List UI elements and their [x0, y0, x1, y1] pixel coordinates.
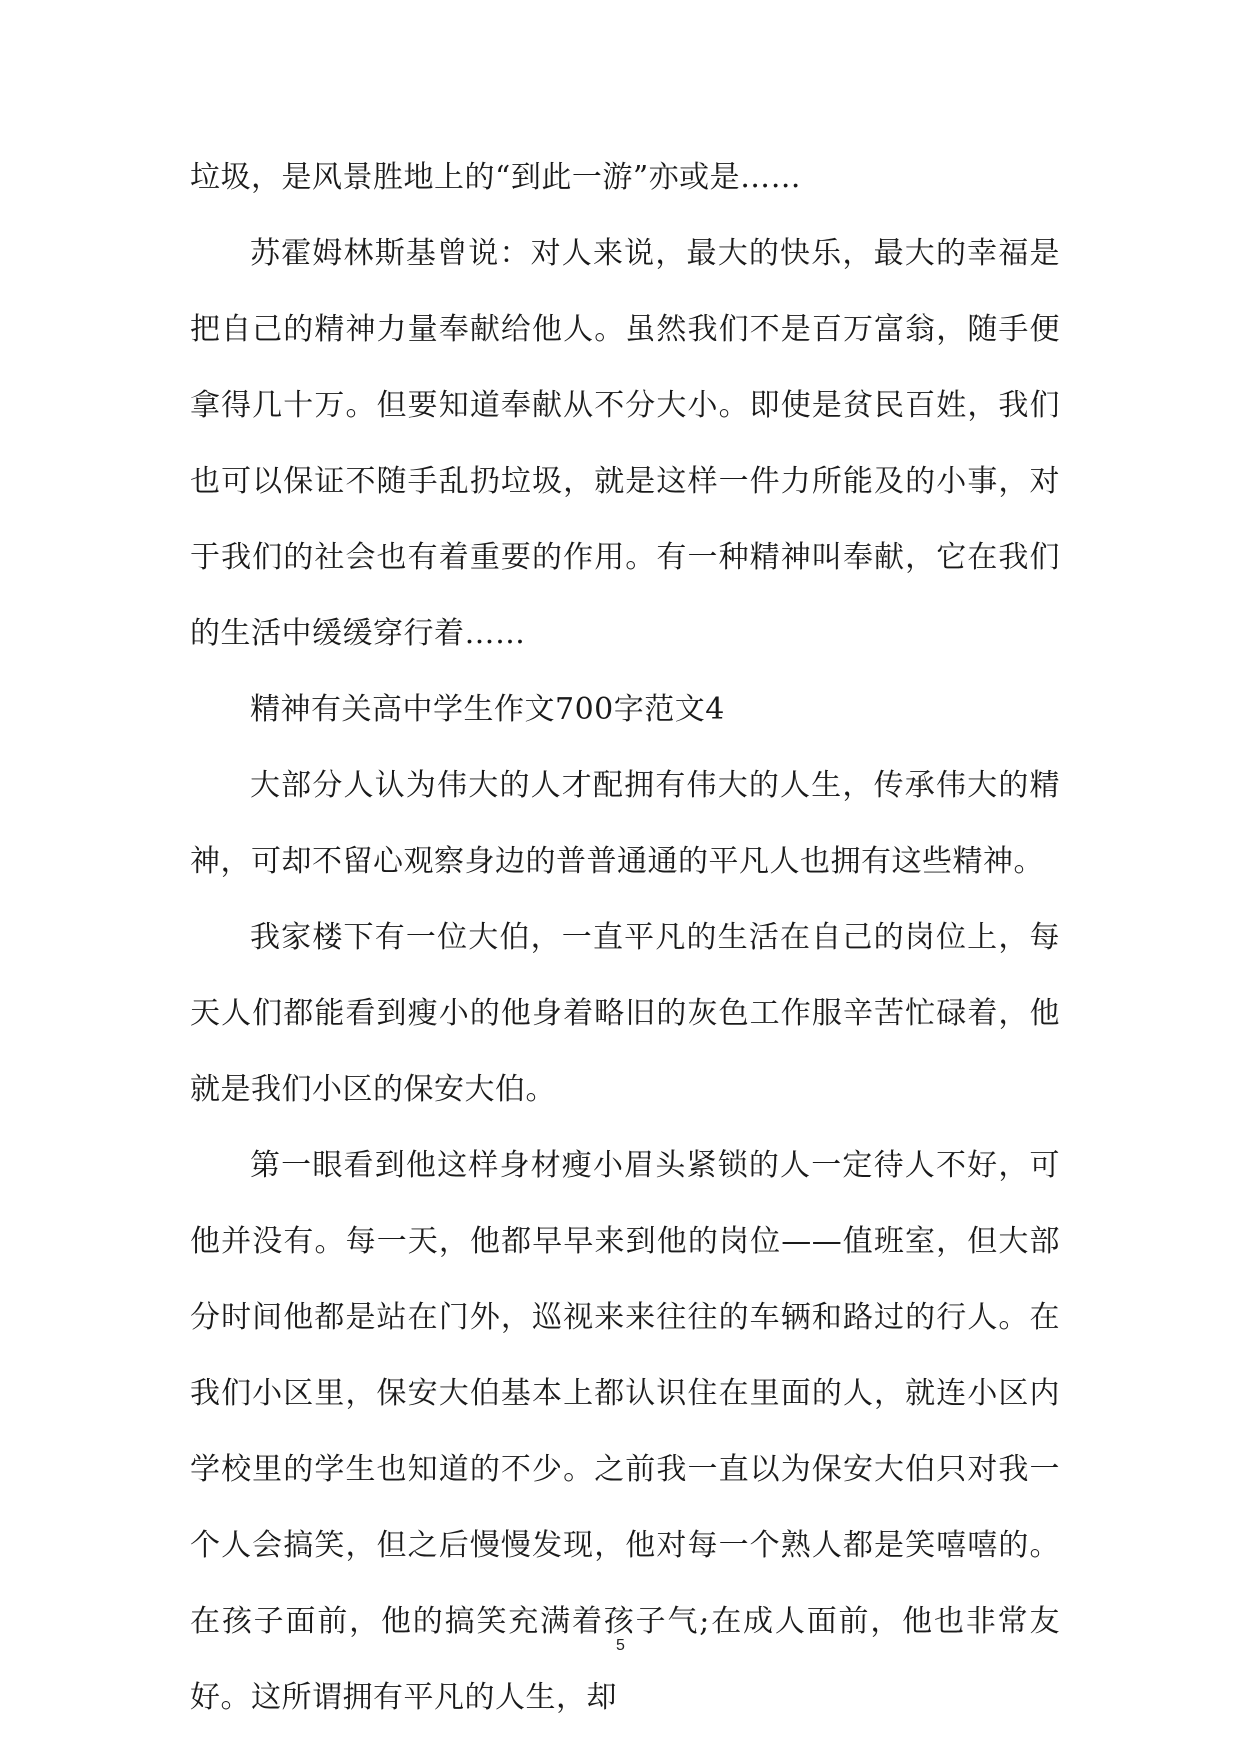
section-heading: 精神有关高中学生作文700字范文4: [250, 692, 725, 727]
document-body: [190, 140, 1060, 1736]
page-number: 5: [616, 1637, 625, 1654]
paragraph-intro: 大部分人认为伟大的人才配拥有伟大的人生，传承伟大的精神，可却不留心观察身边的普普通通的平凡人也拥有这些精神。: [190, 768, 1060, 879]
paragraph-continuation: 垃圾，是风景胜地上的“到此一游”亦或是……: [190, 160, 802, 195]
paragraph-security-guard: 我家楼下有一位大伯，一直平凡的生活在自己的岗位上，每天人们都能看到瘦小的他身着略旧的灰色工作服辛苦忙碌着，他就是我们小区的保安大伯。: [190, 920, 1060, 1107]
paragraph-first-impression: 第一眼看到他这样身材瘦小眉头紧锁的人一定待人不好，可他并没有。每一天，他都早早来到他的岗位——值班室，但大部分时间他都是站在门外，巡视来来往往的车辆和路过的行人。在我们小区里，保安大伯基本上都认识住在里面的人，就连小区内学校里的学生也知道的不少。之前我一直以为保安大伯只对我一个人会搞笑，但之后慢慢发现，他对每一个熟人都是笑嘻嘻的。在孩子面前，他的搞笑充满着孩子气;在成人面前，他也非常友好。这所谓拥有平凡的人生，却: [190, 1148, 1060, 1715]
paragraph-quote-sukhomlinsky: 苏霍姆林斯基曾说：对人来说，最大的快乐，最大的幸福是把自己的精神力量奉献给他人。虽然我们不是百万富翁，随手便拿得几十万。但要知道奉献从不分大小。即使是贫民百姓，我们也可以保证不随手乱扔垃圾，就是这样一件力所能及的小事，对于我们的社会也有着重要的作用。有一种精神叫奉献，它在我们的生活中缓缓穿行着……: [190, 236, 1060, 651]
